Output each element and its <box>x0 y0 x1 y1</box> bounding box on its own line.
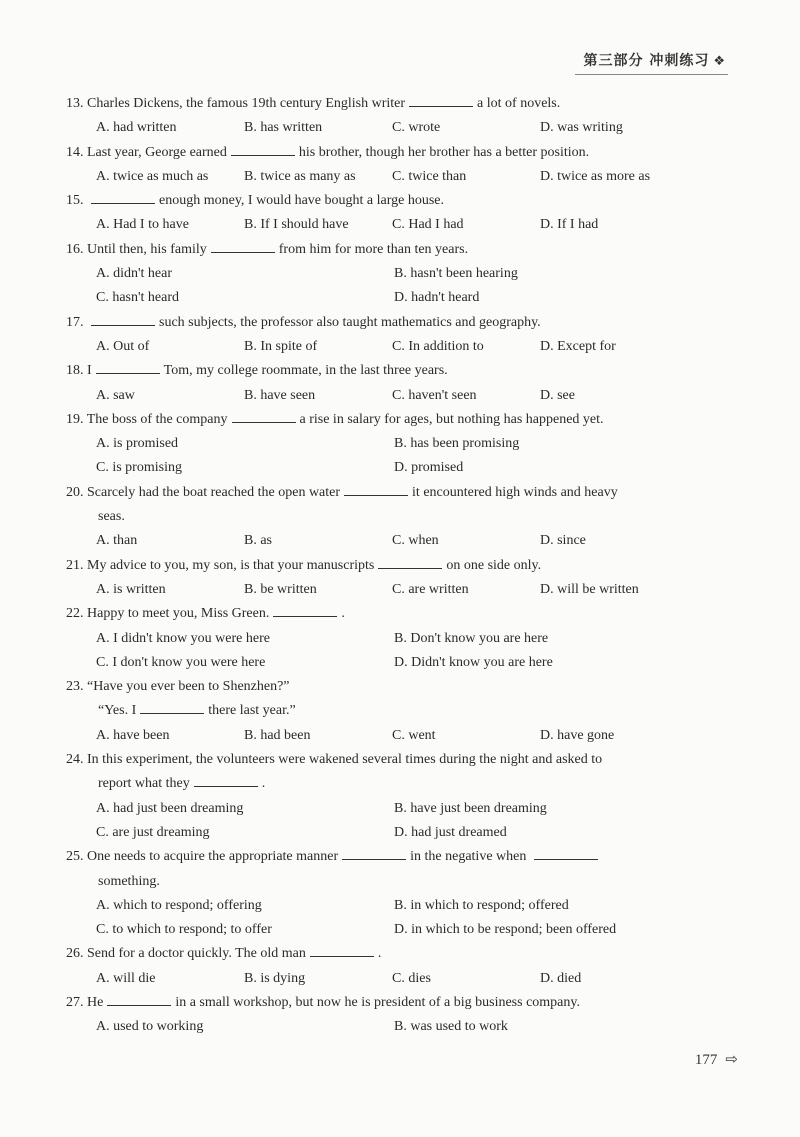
question-list <box>66 92 738 1040</box>
question-number: 24. <box>66 752 84 768</box>
stem-text: . <box>377 946 382 962</box>
options-row <box>66 1015 738 1039</box>
stem-continuation <box>66 699 738 723</box>
answer-option[interactable]: C. I don't know you were here <box>96 654 266 670</box>
stem-text: there last year.” <box>208 703 296 719</box>
answer-option[interactable]: B. was used to work <box>394 1019 508 1035</box>
answer-option[interactable]: B. had been <box>244 727 311 743</box>
stem-text: in a small workshop, but now he is president of a big business company. <box>175 994 580 1010</box>
answer-option[interactable]: C. twice than <box>392 168 467 184</box>
options-row <box>66 213 738 237</box>
question-number: 19. <box>66 411 84 427</box>
stem-text: . <box>341 606 345 622</box>
answer-option[interactable]: D. If I had <box>540 217 599 233</box>
answer-option[interactable]: B. have just been dreaming <box>394 800 547 816</box>
question-item <box>66 92 738 141</box>
answer-option[interactable]: D. hadn't heard <box>394 290 480 306</box>
answer-blank[interactable] <box>140 700 204 714</box>
answer-option[interactable]: D. have gone <box>540 727 615 743</box>
answer-option[interactable]: D. Except for <box>540 338 616 354</box>
answer-option[interactable]: A. than <box>96 533 138 549</box>
answer-option[interactable]: C. are just dreaming <box>96 824 210 840</box>
question-item <box>66 359 738 408</box>
answer-option[interactable]: C. Had I had <box>392 217 464 233</box>
options-row <box>66 821 738 845</box>
options-row <box>66 651 738 675</box>
answer-option[interactable]: C. haven't seen <box>392 387 477 403</box>
options-row <box>66 456 738 480</box>
section-title: 第三部分 冲刺练习 <box>583 53 710 69</box>
question-item <box>66 845 738 942</box>
answer-blank[interactable] <box>534 846 598 860</box>
options-row <box>66 894 738 918</box>
options-row <box>66 967 738 991</box>
stem-continuation: something. <box>98 873 160 889</box>
answer-blank[interactable] <box>194 773 258 787</box>
answer-option[interactable]: A. had just been dreaming <box>96 800 244 816</box>
question-stem <box>66 92 738 116</box>
question-number: 17. <box>66 314 84 330</box>
question-number: 18. <box>66 363 84 379</box>
answer-blank[interactable] <box>91 190 155 204</box>
answer-option[interactable]: D. promised <box>394 460 464 476</box>
stem-text: Charles Dickens, the famous 19th century English writer <box>87 96 406 111</box>
question-number: 20. <box>66 484 84 500</box>
answer-option[interactable]: B. twice as many as <box>244 168 356 184</box>
answer-blank[interactable] <box>231 142 295 156</box>
answer-option[interactable]: C. went <box>392 727 436 743</box>
answer-option[interactable]: A. Had I to have <box>96 217 189 233</box>
answer-option[interactable]: C. wrote <box>392 120 441 136</box>
next-page-arrow-icon[interactable]: ⇨ <box>725 1050 738 1068</box>
answer-option[interactable]: A. Out of <box>96 338 150 354</box>
question-item <box>66 189 738 238</box>
question-stem <box>66 481 738 505</box>
question-stem <box>66 408 738 432</box>
question-number: 23. <box>66 679 84 695</box>
answer-option[interactable]: A. I didn't know you were here <box>96 630 270 646</box>
question-number: 21. <box>66 557 84 573</box>
stem-text: in the negative when <box>410 849 527 865</box>
answer-option[interactable]: D. Didn't know you are here <box>394 654 553 670</box>
stem-text: a rise in salary for ages, but nothing has happened yet. <box>299 411 604 427</box>
answer-option[interactable]: B. in which to respond; offered <box>394 897 569 913</box>
question-item <box>66 408 738 481</box>
question-number: 25. <box>66 849 84 865</box>
answer-option[interactable]: C. to which to respond; to offer <box>96 922 272 938</box>
stem-text: Scarcely had the boat reached the open water <box>87 484 341 500</box>
question-item <box>66 141 738 190</box>
answer-option[interactable]: D. will be written <box>540 581 639 597</box>
answer-option[interactable]: C. hasn't heard <box>96 290 180 306</box>
options-row <box>66 165 738 189</box>
options-row <box>66 724 738 748</box>
answer-blank[interactable] <box>344 482 408 496</box>
answer-option[interactable]: A. have been <box>96 727 170 743</box>
question-item <box>66 748 738 845</box>
answer-option[interactable]: D. see <box>540 387 575 403</box>
answer-option[interactable]: C. is promising <box>96 460 182 476</box>
stem-continuation <box>66 772 738 796</box>
answer-blank[interactable] <box>342 846 406 860</box>
stem-text: Until then, his family <box>87 241 207 257</box>
stem-text: I <box>87 363 92 379</box>
question-item <box>66 554 738 603</box>
answer-option[interactable]: B. has written <box>244 120 323 136</box>
question-number: 22. <box>66 606 84 622</box>
answer-option[interactable]: B. is dying <box>244 970 306 986</box>
answer-option[interactable]: D. died <box>540 970 582 986</box>
answer-blank[interactable] <box>107 992 171 1006</box>
options-row <box>66 116 738 140</box>
question-item <box>66 238 738 311</box>
options-row <box>66 432 738 456</box>
stem-continuation: seas. <box>98 509 125 525</box>
question-stem <box>66 675 738 699</box>
stem-text: report what they <box>98 776 190 792</box>
stem-text: Last year, George earned <box>87 144 227 160</box>
stem-text: a lot of novels. <box>477 96 561 111</box>
options-row <box>66 529 738 553</box>
stem-text: Tom, my college roommate, in the last three years. <box>163 363 448 379</box>
question-stem <box>66 602 738 626</box>
options-row <box>66 384 738 408</box>
question-item <box>66 991 738 1040</box>
answer-option[interactable]: C. In addition to <box>392 338 484 354</box>
options-row <box>66 335 738 359</box>
question-number: 16. <box>66 241 84 257</box>
question-item <box>66 311 738 360</box>
answer-option[interactable]: B. Don't know you are here <box>394 630 549 646</box>
answer-option[interactable]: B. hasn't been hearing <box>394 266 518 282</box>
answer-option[interactable]: C. dies <box>392 970 431 986</box>
answer-option[interactable]: A. saw <box>96 387 135 403</box>
stem-text: In this experiment, the volunteers were wakened several times during the night and asked to <box>87 752 603 768</box>
options-row <box>66 578 738 602</box>
stem-text: such subjects, the professor also taught mathematics and geography. <box>159 314 541 330</box>
answer-option[interactable]: A. will die <box>96 970 156 986</box>
stem-text: on one side only. <box>446 557 542 573</box>
options-row <box>66 918 738 942</box>
answer-option[interactable]: B. In spite of <box>244 338 318 354</box>
options-row <box>66 262 738 286</box>
question-number: 27. <box>66 994 84 1010</box>
answer-option[interactable]: D. twice as more as <box>540 168 651 184</box>
question-number: 14. <box>66 144 84 160</box>
question-stem <box>66 189 738 213</box>
answer-option[interactable]: B. be written <box>244 581 317 597</box>
answer-option[interactable]: A. twice as much as <box>96 168 209 184</box>
answer-option[interactable]: B. have seen <box>244 387 316 403</box>
question-stem <box>66 141 738 165</box>
stem-text: My advice to you, my son, is that your manuscripts <box>87 557 375 573</box>
stem-text: it encountered high winds and heavy <box>412 484 618 500</box>
question-number: 15. <box>66 193 84 209</box>
question-stem <box>66 554 738 578</box>
question-stem <box>66 359 738 383</box>
question-stem <box>66 311 738 335</box>
stem-text: He <box>87 994 104 1010</box>
question-stem <box>66 991 738 1015</box>
page-number: 177 <box>694 1052 718 1068</box>
answer-option[interactable]: A. used to working <box>96 1019 204 1035</box>
answer-blank[interactable] <box>310 943 374 957</box>
answer-option[interactable]: D. had just dreamed <box>394 824 507 840</box>
question-item <box>66 602 738 675</box>
stem-text: The boss of the company <box>86 411 228 427</box>
answer-option[interactable]: D. in which to be respond; been offered <box>394 922 617 938</box>
options-row <box>66 286 738 310</box>
answer-option[interactable]: B. has been promising <box>394 436 520 452</box>
answer-option[interactable]: C. when <box>392 533 439 549</box>
question-item <box>66 942 738 991</box>
answer-option[interactable]: A. had written <box>96 120 177 136</box>
answer-option[interactable]: B. If I should have <box>244 217 349 233</box>
page-footer <box>695 1050 738 1069</box>
question-stem <box>66 845 738 869</box>
answer-option[interactable]: A. is promised <box>96 436 179 452</box>
answer-option[interactable]: A. which to respond; offering <box>96 897 262 913</box>
answer-blank[interactable] <box>211 239 275 253</box>
stem-text: “Yes. I <box>98 703 137 719</box>
stem-text: enough money, I would have bought a large house. <box>159 193 444 209</box>
stem-text: One needs to acquire the appropriate manner <box>87 849 339 865</box>
answer-option[interactable]: A. is written <box>96 581 166 597</box>
answer-option[interactable]: A. didn't hear <box>96 266 173 282</box>
options-row <box>66 797 738 821</box>
stem-text: from him for more than ten years. <box>278 241 469 257</box>
stem-text: “Have you ever been to Shenzhen?” <box>87 679 290 695</box>
answer-blank[interactable] <box>409 93 473 107</box>
stem-text: Happy to meet you, Miss Green. <box>87 606 270 622</box>
answer-option[interactable]: D. since <box>540 533 586 549</box>
question-number: 26. <box>66 946 84 962</box>
answer-blank[interactable] <box>378 555 442 569</box>
answer-option[interactable]: D. was writing <box>540 120 623 136</box>
answer-blank[interactable] <box>273 603 337 617</box>
question-item <box>66 675 738 748</box>
answer-option[interactable]: C. are written <box>392 581 469 597</box>
question-item <box>66 481 738 554</box>
options-row <box>66 627 738 651</box>
answer-option[interactable]: B. as <box>244 533 272 549</box>
question-stem <box>66 748 738 772</box>
stem-text: his brother, though her brother has a better position. <box>298 144 590 160</box>
question-number: 13. <box>66 96 84 111</box>
answer-blank[interactable] <box>91 312 155 326</box>
question-stem <box>66 238 738 262</box>
answer-blank[interactable] <box>232 409 296 423</box>
section-header <box>575 50 728 75</box>
stem-text: . <box>261 776 266 792</box>
stem-text: Send for a doctor quickly. The old man <box>87 946 306 962</box>
question-stem <box>66 942 738 966</box>
diamond-icon: ❖ <box>713 54 726 69</box>
answer-blank[interactable] <box>96 360 160 374</box>
